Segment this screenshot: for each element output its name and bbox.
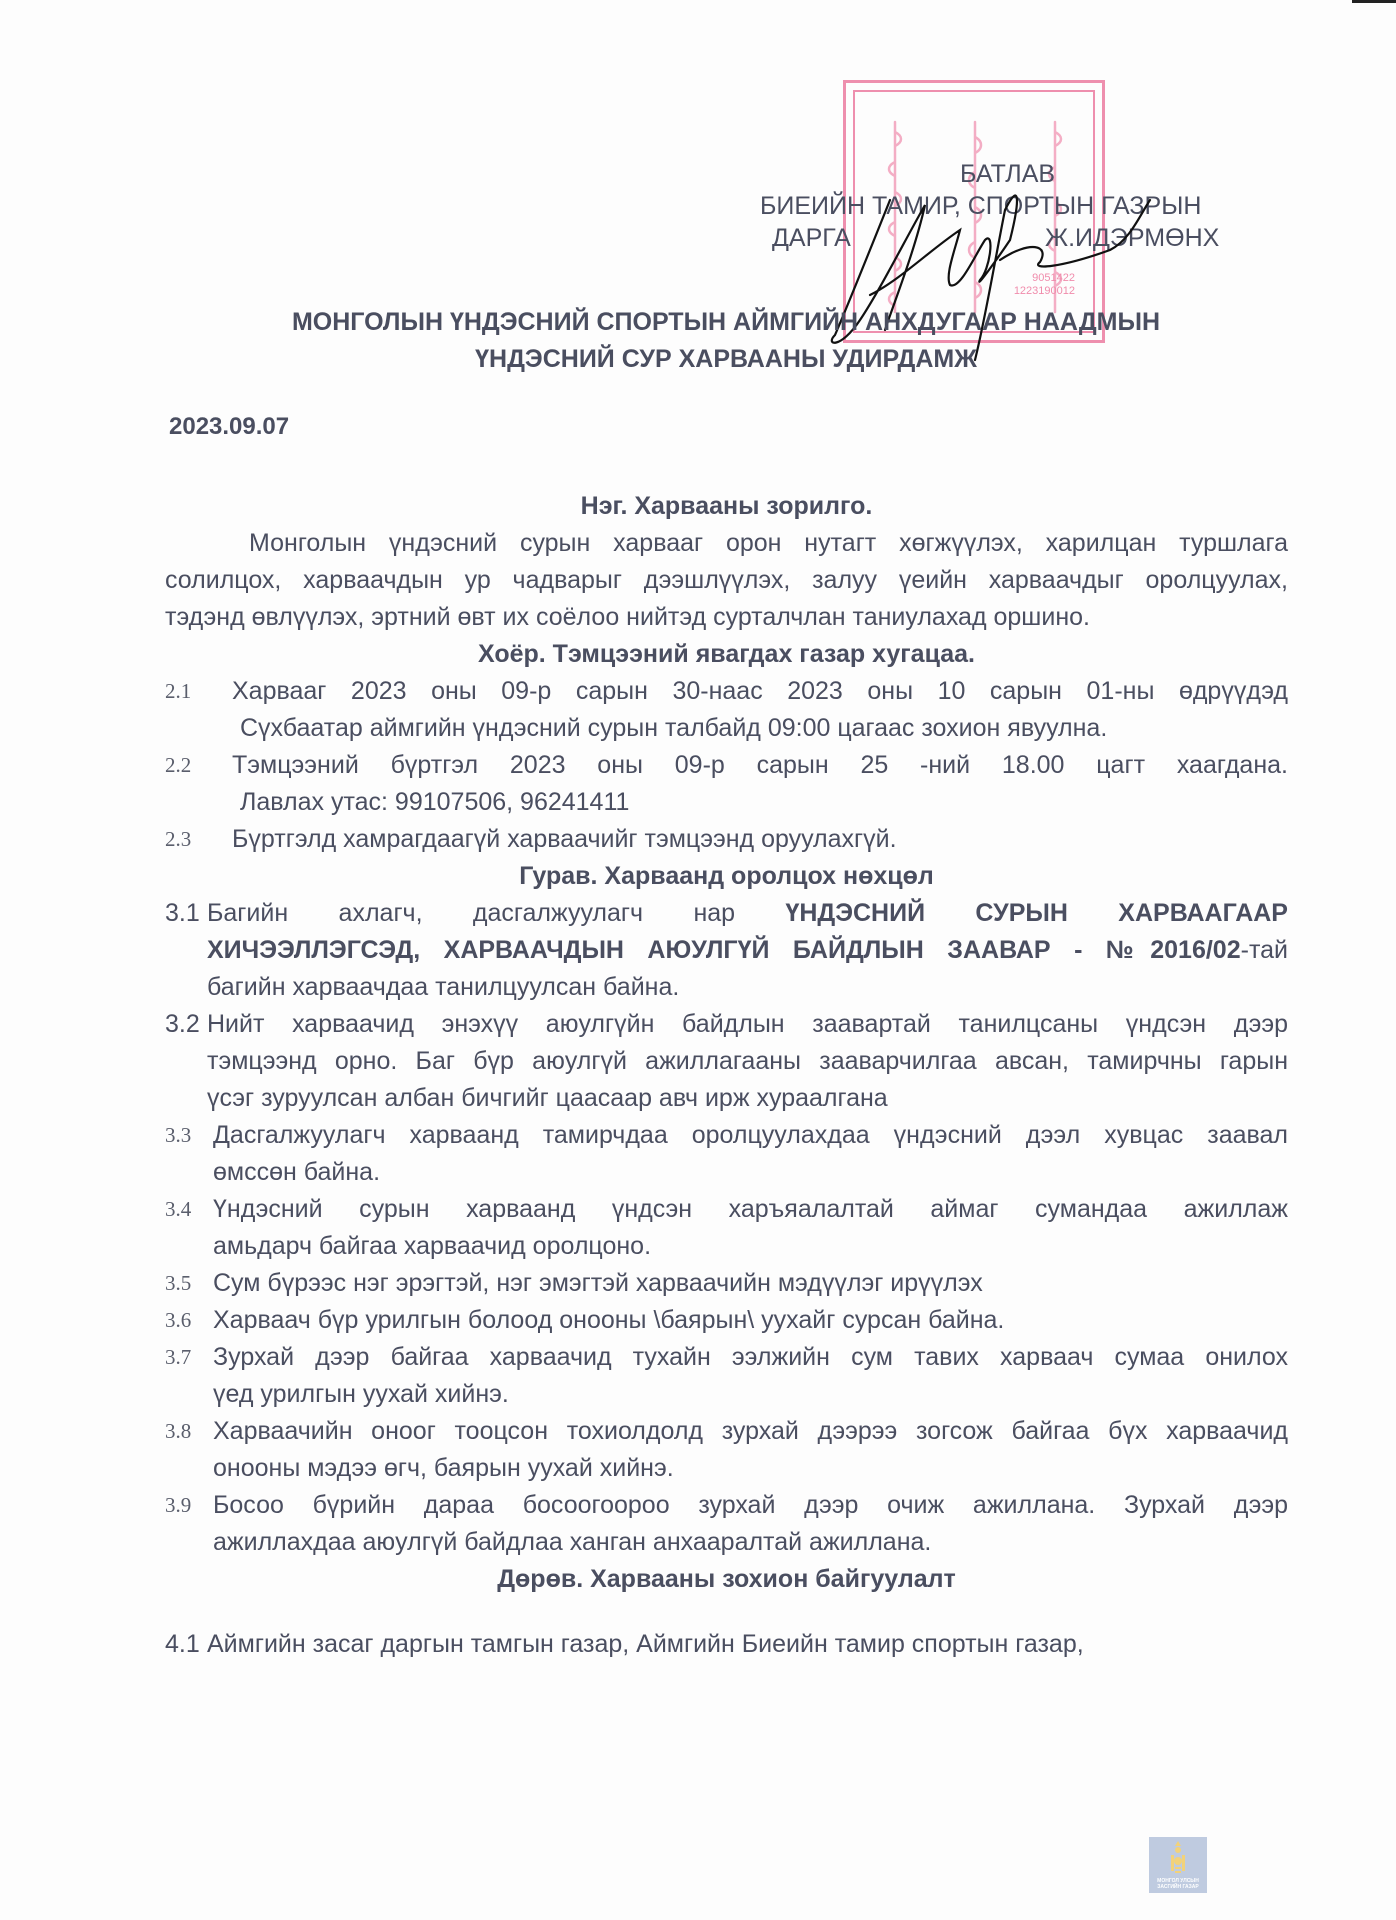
document-date: 2023.09.07	[169, 413, 290, 440]
clause-item	[165, 1117, 1288, 1191]
document-body	[165, 488, 1288, 1663]
document-title-line-1: МОНГОЛЫН ҮНДЭСНИЙ СПОРТЫН АЙМГИЙН АНХДУГААР НААДМЫН	[291, 308, 1161, 336]
clause-item	[165, 673, 1288, 747]
stamp-number	[1014, 272, 1075, 298]
clause-number: 3.2	[165, 1010, 200, 1038]
text-line: Нийт харваачид энэхүү аюулгүйн байдлын заавартай танилцсаны үндсэн дээр	[207, 1010, 1288, 1038]
logo-text-line: МОНГОЛ УЛСЫН	[1157, 1878, 1199, 1884]
clause-number: 3.7	[165, 1345, 192, 1369]
clause-item	[165, 1487, 1288, 1561]
text-line: Лавлах утас: 99107506, 96241411	[240, 788, 630, 816]
text-line: Зурхай дээр байгаа харваачид тухайн ээлжийн сум тавих харваач сумаа онилох	[213, 1343, 1288, 1371]
text-line: Тэмцээний бүртгэл 2023 оны 09-р сарын 25 -ний 18.00 цагт хаагдана.	[232, 751, 1288, 779]
section-heading: Хоёр. Тэмцээний явагдах газар хугацаа.	[478, 640, 975, 668]
document-title-line-2: ҮНДЭСНИЙ СУР ХАРВААНЫ УДИРДАМЖ	[475, 345, 977, 373]
text-line: ажиллахдаа аюулгүй байдлаа ханган анхааралтай ажиллана.	[213, 1528, 932, 1556]
stamp-number-line: 1223190012	[1013, 285, 1075, 297]
text-line: Сүхбаатар аймгийн үндэсний сурын талбайд 09:00 цагаас зохион явуулна.	[240, 714, 1108, 742]
text-line: Харвааг 2023 оны 09-р сарын 30-наас 2023 оны 10 сарын 01-ны өдрүүдэд	[232, 677, 1288, 705]
text-line: Дасгалжуулагч харваанд тамирчдаа оролцуулахдаа үндэсний дээл хувцас заавал	[213, 1121, 1288, 1149]
text-line: өмссөн байна.	[213, 1158, 381, 1186]
clause-item	[165, 1626, 1288, 1663]
text-line: Бүртгэлд хамрагдаагүй харваачийг тэмцээнд оруулахгүй.	[232, 825, 897, 853]
clause-number: 2.3	[165, 827, 192, 851]
clause-item	[165, 1006, 1288, 1117]
paragraph	[165, 525, 1288, 636]
scan-corner-mark	[1352, 0, 1396, 3]
clause-item	[165, 821, 1288, 858]
text-line: Босоо бүрийн дараа босоогоороо зурхай дээр очиж ажиллана. Зурхай дээр	[213, 1491, 1288, 1519]
soyombo-emblem-icon	[1149, 1837, 1207, 1877]
text-line: ХИЧЭЭЛЛЭГСЭД, ХАРВААЧДЫН АЮУЛГҮЙ БАЙДЛЫН ЗААВАР - №2016/02-тай	[207, 936, 1288, 964]
clause-item	[165, 1413, 1288, 1487]
text-line: Аймгийн засаг даргын тамгын газар, Аймгийн Биеийн тамир спортын газар,	[207, 1630, 1084, 1658]
clause-number: 3.3	[165, 1123, 192, 1147]
clause-item	[165, 1265, 1288, 1302]
section-heading: Нэг. Харвааны зорилго.	[580, 492, 873, 520]
clause-number: 3.8	[165, 1419, 192, 1443]
approval-role: ДАРГА	[772, 224, 851, 252]
clause-item	[165, 1191, 1288, 1265]
clause-item	[165, 1302, 1288, 1339]
logo-text-line: ЗАСГИЙН ГАЗАР	[1157, 1884, 1199, 1890]
text-line: Монголын үндэсний сурын харвааг орон нутагт хөгжүүлэх, харилцан туршлага	[249, 529, 1288, 557]
section-heading: Гурав. Харваанд оролцох нөхцөл	[519, 862, 934, 890]
text-line: Харваач бүр урилгын болоод онооны \баярын\ уухайг сурсан байна.	[213, 1306, 1005, 1334]
text-line: солилцох, харваачдын ур чадварыг дээшлүүлэх, залуу үеийн харваачдыг оролцуулах,	[165, 566, 1288, 594]
text-line: тэмцээнд орно. Баг бүр аюулгүй ажиллагааны зааварчилгаа авсан, тамирчны гарын	[207, 1047, 1288, 1075]
clause-number: 3.5	[165, 1271, 192, 1295]
clause-number: 3.6	[165, 1308, 192, 1332]
clause-item	[165, 747, 1288, 821]
text-line: Үндэсний сурын харваанд үндсэн харъяалалтай аймаг сумандаа ажиллаж	[213, 1195, 1288, 1223]
clause-number: 3.9	[165, 1493, 192, 1517]
section-heading: Дөрөв. Харвааны зохион байгуулалт	[497, 1565, 956, 1593]
text-line: тэдэнд өвлүүлэх, эртний өвт их соёлоо нийтэд сурталчлан таниулахад оршино.	[165, 603, 1090, 631]
logo-text	[1149, 1878, 1207, 1890]
text-line: үсэг зуруулсан албан бичгийг цаасаар авч ирж хураалгана	[207, 1084, 888, 1112]
clause-number: 4.1	[165, 1630, 200, 1658]
approval-name: Ж.ИДЭРМӨНХ	[1045, 224, 1220, 252]
approval-label: БАТЛАВ	[960, 160, 1056, 188]
text-line: Харваачийн оноог тооцсон тохиолдолд зурхай дээрээ зогсож байгаа бүх харваачид	[213, 1417, 1288, 1445]
clause-number: 2.2	[165, 753, 192, 777]
text-line: амьдарч байгаа харваачид оролцоно.	[213, 1232, 652, 1260]
clause-item	[165, 895, 1288, 1006]
clause-number: 3.4	[165, 1197, 192, 1221]
clause-item	[165, 1339, 1288, 1413]
clause-number: 2.1	[165, 679, 192, 703]
text-line: Багийн ахлагч, дасгалжуулагч нар ҮНДЭСНИЙ СУРЫН ХАРВААГААР	[207, 899, 1288, 927]
text-line: Сум бүрээс нэг эрэгтэй, нэг эмэгтэй харваачийн мэдүүлэг ирүүлэх	[213, 1269, 983, 1297]
clause-number: 3.1	[165, 899, 200, 927]
stamp-number-line: 9051422	[1032, 272, 1075, 284]
text-line: багийн харваачдаа танилцуулсан байна.	[207, 973, 680, 1001]
government-logo	[1149, 1837, 1207, 1893]
text-line: үед урилгын уухай хийнэ.	[213, 1380, 509, 1408]
text-line: онооны мэдээ өгч, баярын уухай хийнэ.	[213, 1454, 674, 1482]
approval-position: БИЕИЙН ТАМИР, СПОРТЫН ГАЗРЫН	[760, 192, 1202, 220]
